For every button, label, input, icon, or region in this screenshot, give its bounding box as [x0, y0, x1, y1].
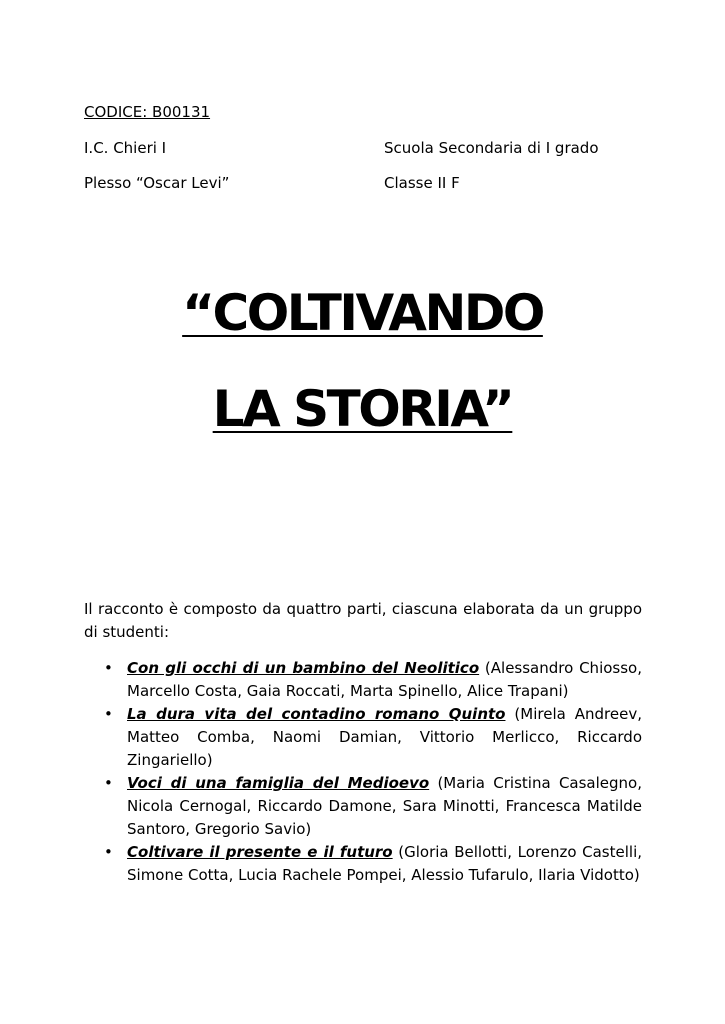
parts-list [84, 657, 642, 887]
document-code: CODICE: B00131 [84, 103, 211, 121]
bullet-icon: • [104, 705, 113, 723]
class-name: Classe II F [384, 174, 460, 192]
intro-paragraph: Il racconto è composto da quattro parti, ciascuna elaborata da un gruppo di studenti: [84, 600, 642, 641]
part-title: Voci di una famiglia del Medioevo [127, 774, 430, 792]
list-item [84, 657, 642, 703]
list-item [84, 772, 642, 841]
part-authors: (Alessandro Chiosso, Marcello Costa, Gaia Roccati, Marta Spinello, Alice Trapani) [127, 659, 642, 700]
part-title: Coltivare il presente e il futuro [127, 843, 393, 861]
bullet-icon: • [104, 843, 113, 861]
list-item [84, 703, 642, 772]
campus-name: Plesso “Oscar Levi” [84, 174, 230, 192]
school-level: Scuola Secondaria di I grado [384, 139, 599, 157]
bullet-icon: • [104, 659, 113, 677]
part-authors: (Gloria Bellotti, Lorenzo Castelli, Simone Cotta, Lucia Rachele Pompei, Alessio Tufarulo, Ilaria Vidotto) [127, 843, 643, 884]
part-title: La dura vita del contadino romano Quinto [127, 705, 506, 723]
part-authors: (Maria Cristina Casalegno, Nicola Cernogal, Riccardo Damone, Sara Minotti, Francesca Matilde Santoro, Gregorio Savio) [127, 774, 642, 838]
part-authors: (Mirela Andreev, Matteo Comba, Naomi Damian, Vittorio Merlicco, Riccardo Zingariello) [127, 705, 642, 769]
part-title: Con gli occhi di un bambino del Neolitico [127, 659, 480, 677]
bullet-icon: • [104, 774, 113, 792]
list-item [84, 841, 642, 887]
institute-name: I.C. Chieri I [84, 139, 167, 157]
title-line-2: LA STORIA” [212, 380, 513, 438]
title-line-1: “COLTIVANDO [182, 284, 543, 342]
